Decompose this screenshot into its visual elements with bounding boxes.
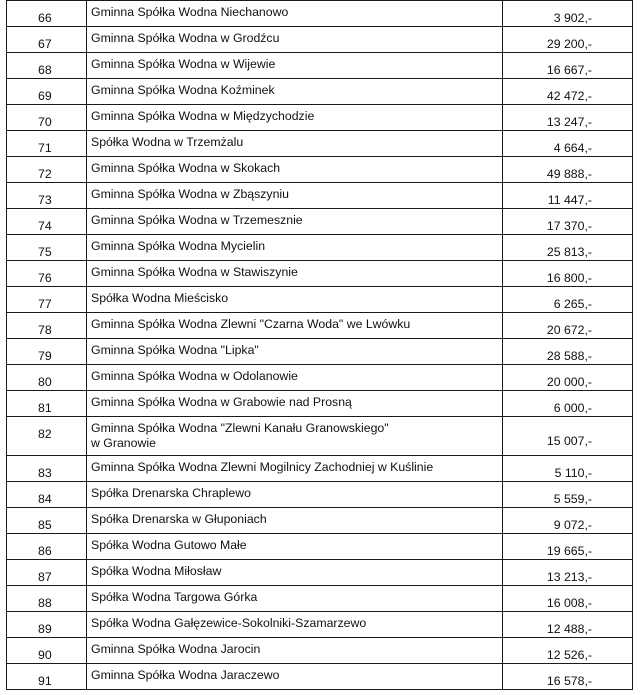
company-name (87, 339, 503, 365)
table-row (7, 261, 633, 287)
company-name (87, 534, 503, 560)
amount: 20 000,- (503, 365, 633, 391)
amount: 17 370,- (503, 209, 633, 235)
amount: 13 247,- (503, 105, 633, 131)
company-name (87, 183, 503, 209)
table-row (7, 235, 633, 261)
table-body (7, 1, 633, 690)
table-row (7, 482, 633, 508)
row-number: 82 (7, 417, 87, 456)
company-name-line: Gminna Spółka Wodna Jarocin (91, 642, 261, 656)
row-number: 80 (7, 365, 87, 391)
table-row (7, 339, 633, 365)
amount: 9 072,- (503, 508, 633, 534)
company-name-line-2: w Granowie (91, 436, 156, 450)
company-name (87, 209, 503, 235)
row-number: 86 (7, 534, 87, 560)
company-name-line: Gminna Spółka Wodna Koźminek (91, 83, 275, 97)
amount: 28 588,- (503, 339, 633, 365)
amount: 3 902,- (503, 1, 633, 27)
company-name (87, 27, 503, 53)
amount: 16 667,- (503, 53, 633, 79)
company-name (87, 586, 503, 612)
row-number: 68 (7, 53, 87, 79)
table-row (7, 365, 633, 391)
company-name (87, 105, 503, 131)
amount: 11 447,- (503, 183, 633, 209)
row-number: 88 (7, 586, 87, 612)
company-name (87, 157, 503, 183)
company-name (87, 235, 503, 261)
company-name-line: Gminna Spółka Wodna w Międzychodzie (91, 109, 315, 123)
company-name-line: Gminna Spółka Wodna Zlewni "Czarna Woda" we Lwówku (91, 317, 411, 331)
company-name-line: Gminna Spółka Wodna w Grabowie nad Prosną (91, 395, 352, 409)
company-name (87, 638, 503, 664)
amount: 6 265,- (503, 287, 633, 313)
company-name-line: Gminna Spółka Wodna w Grodźcu (91, 31, 280, 45)
table-row (7, 131, 633, 157)
company-name (87, 508, 503, 534)
amount: 16 578,- (503, 664, 633, 690)
row-number: 77 (7, 287, 87, 313)
row-number: 89 (7, 612, 87, 638)
row-number: 78 (7, 313, 87, 339)
row-number: 87 (7, 560, 87, 586)
company-name-line: Spółka Wodna Gałęzewice-Sokolniki-Szamarzewo (91, 616, 367, 630)
company-name-line: Gminna Spółka Wodna "Zlewni Kanału Granowskiego" (91, 421, 389, 435)
row-number: 66 (7, 1, 87, 27)
company-name-line: Spółka Wodna Targowa Górka (91, 590, 258, 604)
company-name (87, 456, 503, 482)
company-name-line: Gminna Spółka Wodna w Zbąszyniu (91, 187, 289, 201)
amount: 20 672,- (503, 313, 633, 339)
row-number: 72 (7, 157, 87, 183)
row-number: 75 (7, 235, 87, 261)
amount: 42 472,- (503, 79, 633, 105)
company-name (87, 79, 503, 105)
table-row (7, 391, 633, 417)
company-name (87, 664, 503, 690)
company-name-line: Gminna Spółka Wodna w Skokach (91, 161, 281, 175)
company-name-line: Gminna Spółka Wodna w Trzemesznie (91, 213, 303, 227)
amount: 13 213,- (503, 560, 633, 586)
table-row (7, 157, 633, 183)
company-name-line: Gminna Spółka Wodna w Stawiszynie (91, 265, 298, 279)
company-name (87, 131, 503, 157)
row-number: 67 (7, 27, 87, 53)
table-row (7, 183, 633, 209)
company-name (87, 391, 503, 417)
row-number: 91 (7, 664, 87, 690)
amount: 5 110,- (503, 456, 633, 482)
table-row (7, 586, 633, 612)
table-row (7, 560, 633, 586)
row-number: 84 (7, 482, 87, 508)
amount: 6 000,- (503, 391, 633, 417)
company-name-line: Gminna Spółka Wodna w Odolanowie (91, 369, 298, 383)
amount: 5 559,- (503, 482, 633, 508)
company-name-line: Gminna Spółka Wodna Niechanowo (91, 5, 289, 19)
table-row (7, 508, 633, 534)
table-row (7, 209, 633, 235)
row-number: 70 (7, 105, 87, 131)
row-number: 76 (7, 261, 87, 287)
company-name-line: Gminna Spółka Wodna w Wijewie (91, 57, 276, 71)
amount: 49 888,- (503, 157, 633, 183)
row-number: 71 (7, 131, 87, 157)
company-name (87, 482, 503, 508)
company-name (87, 365, 503, 391)
amount: 12 526,- (503, 638, 633, 664)
company-name-line: Spółka Wodna Mieścisko (91, 291, 229, 305)
amount: 19 665,- (503, 534, 633, 560)
amount: 15 007,- (503, 417, 633, 456)
company-name (87, 612, 503, 638)
row-number: 81 (7, 391, 87, 417)
row-number: 79 (7, 339, 87, 365)
table-row (7, 638, 633, 664)
company-name (87, 261, 503, 287)
row-number: 69 (7, 79, 87, 105)
table-row (7, 417, 633, 456)
row-number: 90 (7, 638, 87, 664)
table-row (7, 1, 633, 27)
amount: 4 664,- (503, 131, 633, 157)
row-number: 83 (7, 456, 87, 482)
water-companies-table (6, 0, 633, 690)
company-name (87, 313, 503, 339)
table-row (7, 456, 633, 482)
row-number: 85 (7, 508, 87, 534)
table-row (7, 612, 633, 638)
amount: 16 800,- (503, 261, 633, 287)
row-number: 74 (7, 209, 87, 235)
table-row (7, 53, 633, 79)
amount: 29 200,- (503, 27, 633, 53)
table-row (7, 664, 633, 690)
company-name (87, 1, 503, 27)
company-name-line: Gminna Spółka Wodna Mycielin (91, 239, 266, 253)
amount: 16 008,- (503, 586, 633, 612)
company-name-line: Gminna Spółka Wodna Zlewni Mogilnicy Zachodniej w Kuślinie (91, 460, 434, 474)
table-row (7, 27, 633, 53)
table-row (7, 105, 633, 131)
company-name-line: Gminna Spółka Wodna "Lipka" (91, 343, 259, 357)
table-row (7, 79, 633, 105)
table-row (7, 534, 633, 560)
company-name-line: Spółka Drenarska Chraplewo (91, 486, 251, 500)
company-name-line: Spółka Wodna Miłosław (91, 564, 222, 578)
company-name-line: Spółka Wodna w Trzemżalu (91, 135, 244, 149)
company-name (87, 53, 503, 79)
company-name-line: Spółka Drenarska w Głuponiach (91, 512, 267, 526)
company-name-line: Spółka Wodna Gutowo Małe (91, 538, 247, 552)
company-name (87, 417, 503, 456)
row-number: 73 (7, 183, 87, 209)
amount: 25 813,- (503, 235, 633, 261)
company-name (87, 287, 503, 313)
table-row (7, 287, 633, 313)
company-name-line: Gminna Spółka Wodna Jaraczewo (91, 668, 280, 682)
table-row (7, 313, 633, 339)
company-name (87, 560, 503, 586)
amount: 12 488,- (503, 612, 633, 638)
